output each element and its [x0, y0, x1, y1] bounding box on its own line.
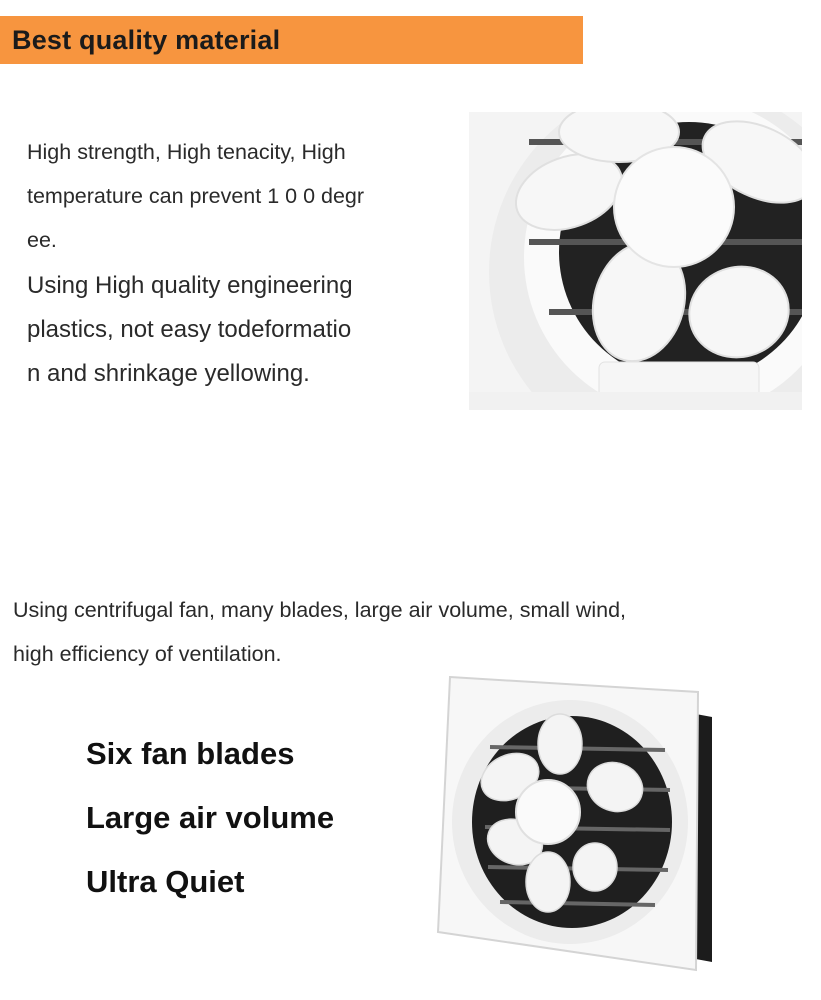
material-plastics-description	[27, 264, 427, 396]
fan-closeup-photo	[469, 112, 802, 410]
fan-product-photo	[430, 672, 720, 972]
feature-list	[86, 738, 334, 930]
section-banner	[0, 16, 583, 64]
fan-closeup-illustration	[469, 112, 802, 410]
intro-line: Using centrifugal fan, many blades, large air volume, small wind,	[13, 598, 627, 622]
feature-ultra-quiet: Ultra Quiet	[86, 864, 245, 899]
material-line: n and shrinkage yellowing.	[27, 360, 310, 387]
feature-six-blades: Six fan blades	[86, 736, 295, 771]
material-line: Using High quality engineering	[27, 272, 353, 299]
material-line: ee.	[27, 228, 57, 252]
material-line: plastics, not easy todeformatio	[27, 316, 352, 343]
feature-air-volume: Large air volume	[86, 800, 335, 835]
section-title: Best quality material	[12, 24, 281, 55]
material-description	[27, 130, 437, 262]
fan-product-illustration	[430, 672, 720, 972]
material-line: High strength, High tenacity, High	[27, 140, 346, 164]
fan-intro-text	[13, 588, 803, 676]
material-line: temperature can prevent 1 0 0 degr	[27, 184, 365, 208]
intro-line: high efficiency of ventilation.	[13, 642, 282, 666]
